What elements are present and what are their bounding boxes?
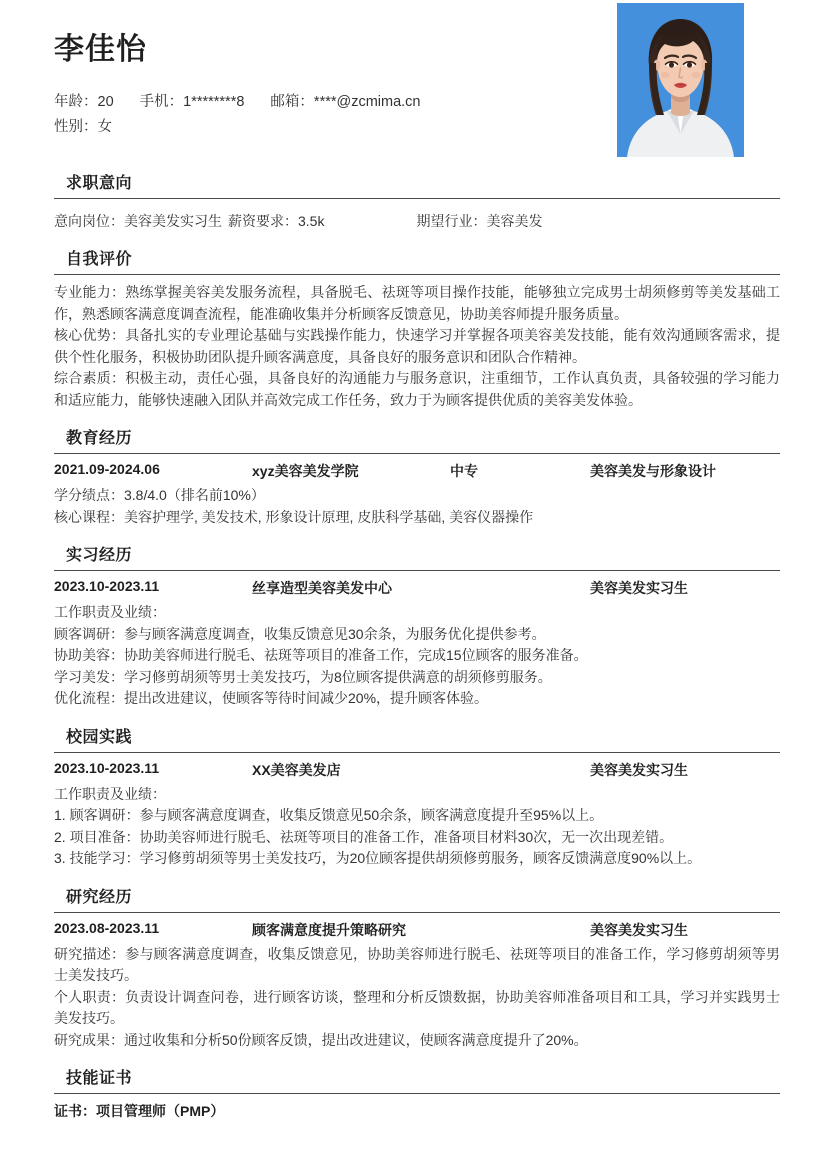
education-detail-line: 核心课程：美容护理学, 美发技术, 形象设计原理, 皮肤科学基础, 美容仪器操作 — [54, 508, 534, 525]
internship-detail-line: 工作职责及业绩： — [54, 604, 166, 620]
research-entry — [54, 920, 780, 1052]
entry-company: 丝享造型美容美发中心 — [252, 580, 392, 596]
campus-practice-entry — [54, 760, 780, 870]
research-detail-line: 个人职责：负责设计调查问卷，进行顾客访谈，整理和分析反馈数据，协助美容师准备项目和工具，学习并实践男士美发技巧。 — [54, 988, 780, 1026]
section-title-education: 教育经历 — [66, 430, 133, 447]
section-title-campus-practice: 校园实践 — [66, 728, 133, 746]
section-title-research: 研究经历 — [66, 888, 133, 906]
entry-project: 顾客满意度提升策略研究 — [252, 921, 406, 938]
email-label: 邮箱： — [270, 94, 314, 110]
job-intent-row — [54, 206, 780, 232]
research-detail-line: 研究成果：通过收集和分析50份顾客反馈，提出改进建议，使顾客满意度提升了20%。 — [54, 1031, 588, 1048]
entry-date: 2021.09-2024.06 — [54, 461, 160, 477]
entry-company: XX美容美发店 — [252, 761, 341, 778]
internship-detail-line: 优化流程：提出改进建议，使顾客等待时间减少20%，提升顾客体验。 — [54, 690, 489, 706]
gender-value: 女 — [97, 119, 112, 135]
entry-date: 2023.08-2023.11 — [54, 919, 160, 936]
entry-header — [54, 578, 780, 600]
entry-header — [54, 760, 780, 782]
section-divider — [54, 274, 780, 275]
internship-detail-line: 学习美发：学习修剪胡须等男士美发技巧，为8位顾客提供满意的胡须修剪服务。 — [54, 668, 552, 685]
internship-entry — [54, 578, 780, 710]
section-divider — [54, 570, 780, 571]
gender-label: 性别： — [54, 119, 98, 135]
section-self-evaluation — [54, 246, 780, 411]
entry-school: xyz美容美发学院 — [252, 463, 359, 479]
gender-field — [54, 115, 112, 140]
section-certificates — [54, 1065, 780, 1123]
research-detail-line: 研究描述：参与顾客满意度调查，收集反馈意见，协助美容师进行脱毛、祛斑等项目的准备工作，学习修剪胡须等男士美发技巧。 — [54, 945, 780, 983]
entry-degree: 中专 — [450, 463, 478, 479]
section-title-self-evaluation: 自我评价 — [66, 251, 133, 268]
section-divider — [54, 752, 780, 753]
avatar — [617, 3, 744, 157]
entry-major: 美容美发与形象设计 — [590, 463, 716, 479]
section-body-education — [54, 461, 780, 528]
self-evaluation-paragraph: 核心优势：具备扎实的专业理论基础与实践操作能力，快速学习并掌握各项美容美发技能，能有效沟通顾客需求，提供个性化服务，积极协助团队提升顾客满意度，具备良好的服务意识和团队合作精神。 — [54, 327, 780, 365]
self-evaluation-paragraph: 综合素质：积极主动，责任心强，具备良好的沟通能力与服务意识，注重细节，工作认真负责，具备较强的学习能力和适应能力，能够快速融入团队并高效完成工作任务，致力于为顾客提供优质的美容美发体验。 — [54, 370, 780, 408]
section-body-certificates — [54, 1101, 780, 1123]
section-body-campus-practice — [54, 760, 780, 870]
campus-practice-detail-line: 2. 项目准备：协助美容师进行脱毛、祛斑等项目的准备工作，准备项目材料30次，无一次出现差错。 — [54, 828, 674, 845]
section-title-internship: 实习经历 — [66, 547, 133, 564]
intent-position-value: 美容美发实习生 — [124, 213, 222, 229]
entry-date: 2023.10-2023.11 — [54, 578, 160, 594]
section-research — [54, 884, 780, 1052]
section-body-job-intent — [54, 206, 780, 232]
section-divider — [54, 912, 780, 913]
entry-role: 美容美发实习生 — [590, 761, 688, 778]
section-body-research — [54, 920, 780, 1052]
age-label: 年龄： — [54, 94, 98, 110]
entry-role: 美容美发实习生 — [590, 921, 688, 938]
entry-role: 美容美发实习生 — [590, 580, 688, 596]
section-body-self-evaluation — [54, 282, 780, 411]
phone-label: 手机： — [139, 94, 184, 110]
intent-salary-value: 3.5k — [298, 213, 325, 229]
campus-practice-detail-line: 工作职责及业绩： — [54, 785, 166, 802]
section-divider — [54, 198, 780, 199]
section-body-internship — [54, 578, 780, 710]
internship-detail-line: 顾客调研：参与顾客满意度调查，收集反馈意见30余条，为服务优化提供参考。 — [54, 625, 546, 642]
certificate-line: 证书：项目管理师（PMP） — [54, 1103, 225, 1119]
section-job-intent — [54, 170, 780, 232]
email-value: ****@zcmima.cn — [313, 94, 421, 110]
intent-position-label: 意向岗位： — [54, 213, 124, 229]
resume-header — [54, 0, 780, 168]
campus-practice-detail-line: 3. 技能学习：学习修剪胡须等男士美发技巧，为20位顾客提供胡须修剪服务，顾客反馈满意度90%以上。 — [54, 850, 702, 866]
phone-value: 1********8 — [183, 94, 245, 110]
section-title-job-intent: 求职意向 — [66, 175, 133, 192]
section-divider — [54, 453, 780, 454]
internship-detail-line: 协助美容：协助美容师进行脱毛、祛斑等项目的准备工作，完成15位顾客的服务准备。 — [54, 647, 588, 663]
self-evaluation-paragraph: 专业能力：熟练掌握美容美发服务流程，具备脱毛、祛斑等项目操作技能，能够独立完成男士胡须修剪等美发基础工作，熟悉顾客满意度调查流程，能准确收集并分析顾客反馈意见，协助美容师提升服务质量。 — [54, 284, 780, 322]
age-value: 20 — [97, 94, 114, 110]
intent-salary-label: 薪资要求： — [228, 213, 298, 229]
intent-industry-value: 美容美发 — [486, 213, 543, 229]
email-field — [270, 90, 420, 115]
entry-header — [54, 461, 780, 483]
campus-practice-detail-line: 1. 顾客调研：参与顾客满意度调查，收集反馈意见50余条，顾客满意度提升至95%以上。 — [54, 807, 604, 823]
age-field — [54, 90, 114, 115]
education-entry — [54, 461, 780, 528]
entry-date: 2023.10-2023.11 — [54, 759, 160, 776]
entry-header — [54, 920, 780, 942]
education-detail-line: 学分绩点：3.8/4.0（排名前10%） — [54, 487, 265, 503]
section-divider — [54, 1093, 780, 1094]
section-title-certificates: 技能证书 — [66, 1070, 133, 1087]
phone-field — [140, 90, 245, 115]
intent-industry-label: 期望行业： — [416, 213, 487, 229]
candidate-name: 李佳怡 — [54, 33, 147, 66]
section-internship — [54, 542, 780, 710]
section-campus-practice — [54, 724, 780, 870]
avatar-illustration — [617, 3, 744, 157]
section-education — [54, 425, 780, 528]
